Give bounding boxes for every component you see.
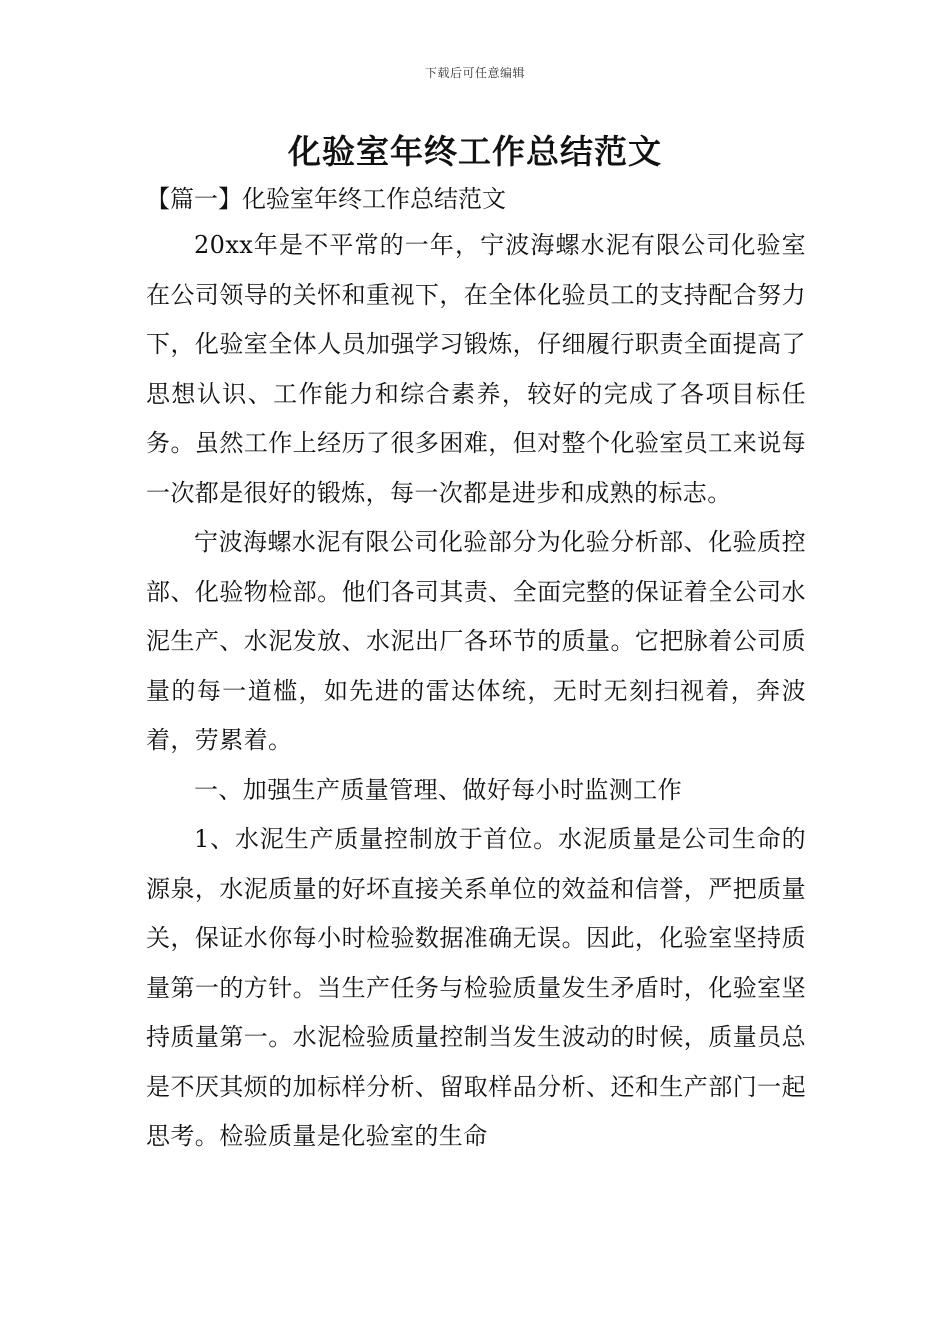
- document-body: [146, 177, 806, 1162]
- paragraph-intro: 20xx年是不平常的一年，宁波海螺水泥有限公司化验室在公司领导的关怀和重视下，在全体化验员工的支持配合努力下，化验室全体人员加强学习锻炼，仔细履行职责全面提高了思想认识、工作能力和综合素养，较好的完成了各项目标任务。虽然工作上经历了很多困难，但对整个化验室员工来说每一次都是很好的锻炼，每一次都是进步和成熟的标志。: [146, 231, 806, 507]
- document-title: 化验室年终工作总结范文: [288, 132, 662, 171]
- subheading-quality-management: 一、加强生产质量管理、做好每小时监测工作: [194, 775, 682, 804]
- header-note: 下载后可任意编辑: [424, 66, 525, 80]
- section-heading: 【篇一】化验室年终工作总结范文: [146, 185, 506, 213]
- paragraph-quality-control: 1、水泥生产质量控制放于首位。水泥质量是公司生命的源泉，水泥质量的好坏直接关系单位的效益和信誉，严把质量关，保证水你每小时检验数据准确无误。因此，化验室坚持质量第一的方针。当生产任务与检验质量发生矛盾时，化验室坚持质量第一。水泥检验质量控制当发生波动的时候，质量员总是不厌其烦的加标样分析、留取样品分析、还和生产部门一起思考。检验质量是化验室的生命: [146, 825, 806, 1150]
- paragraph-departments: 宁波海螺水泥有限公司化验部分为化验分析部、化验质控部、化验物检部。他们各司其责、全面完整的保证着全公司水泥生产、水泥发放、水泥出厂各环节的质量。它把脉着公司质量的每一道槛，如先进的雷达体统，无时无刻扫视着，奔波着，劳累着。: [146, 528, 806, 754]
